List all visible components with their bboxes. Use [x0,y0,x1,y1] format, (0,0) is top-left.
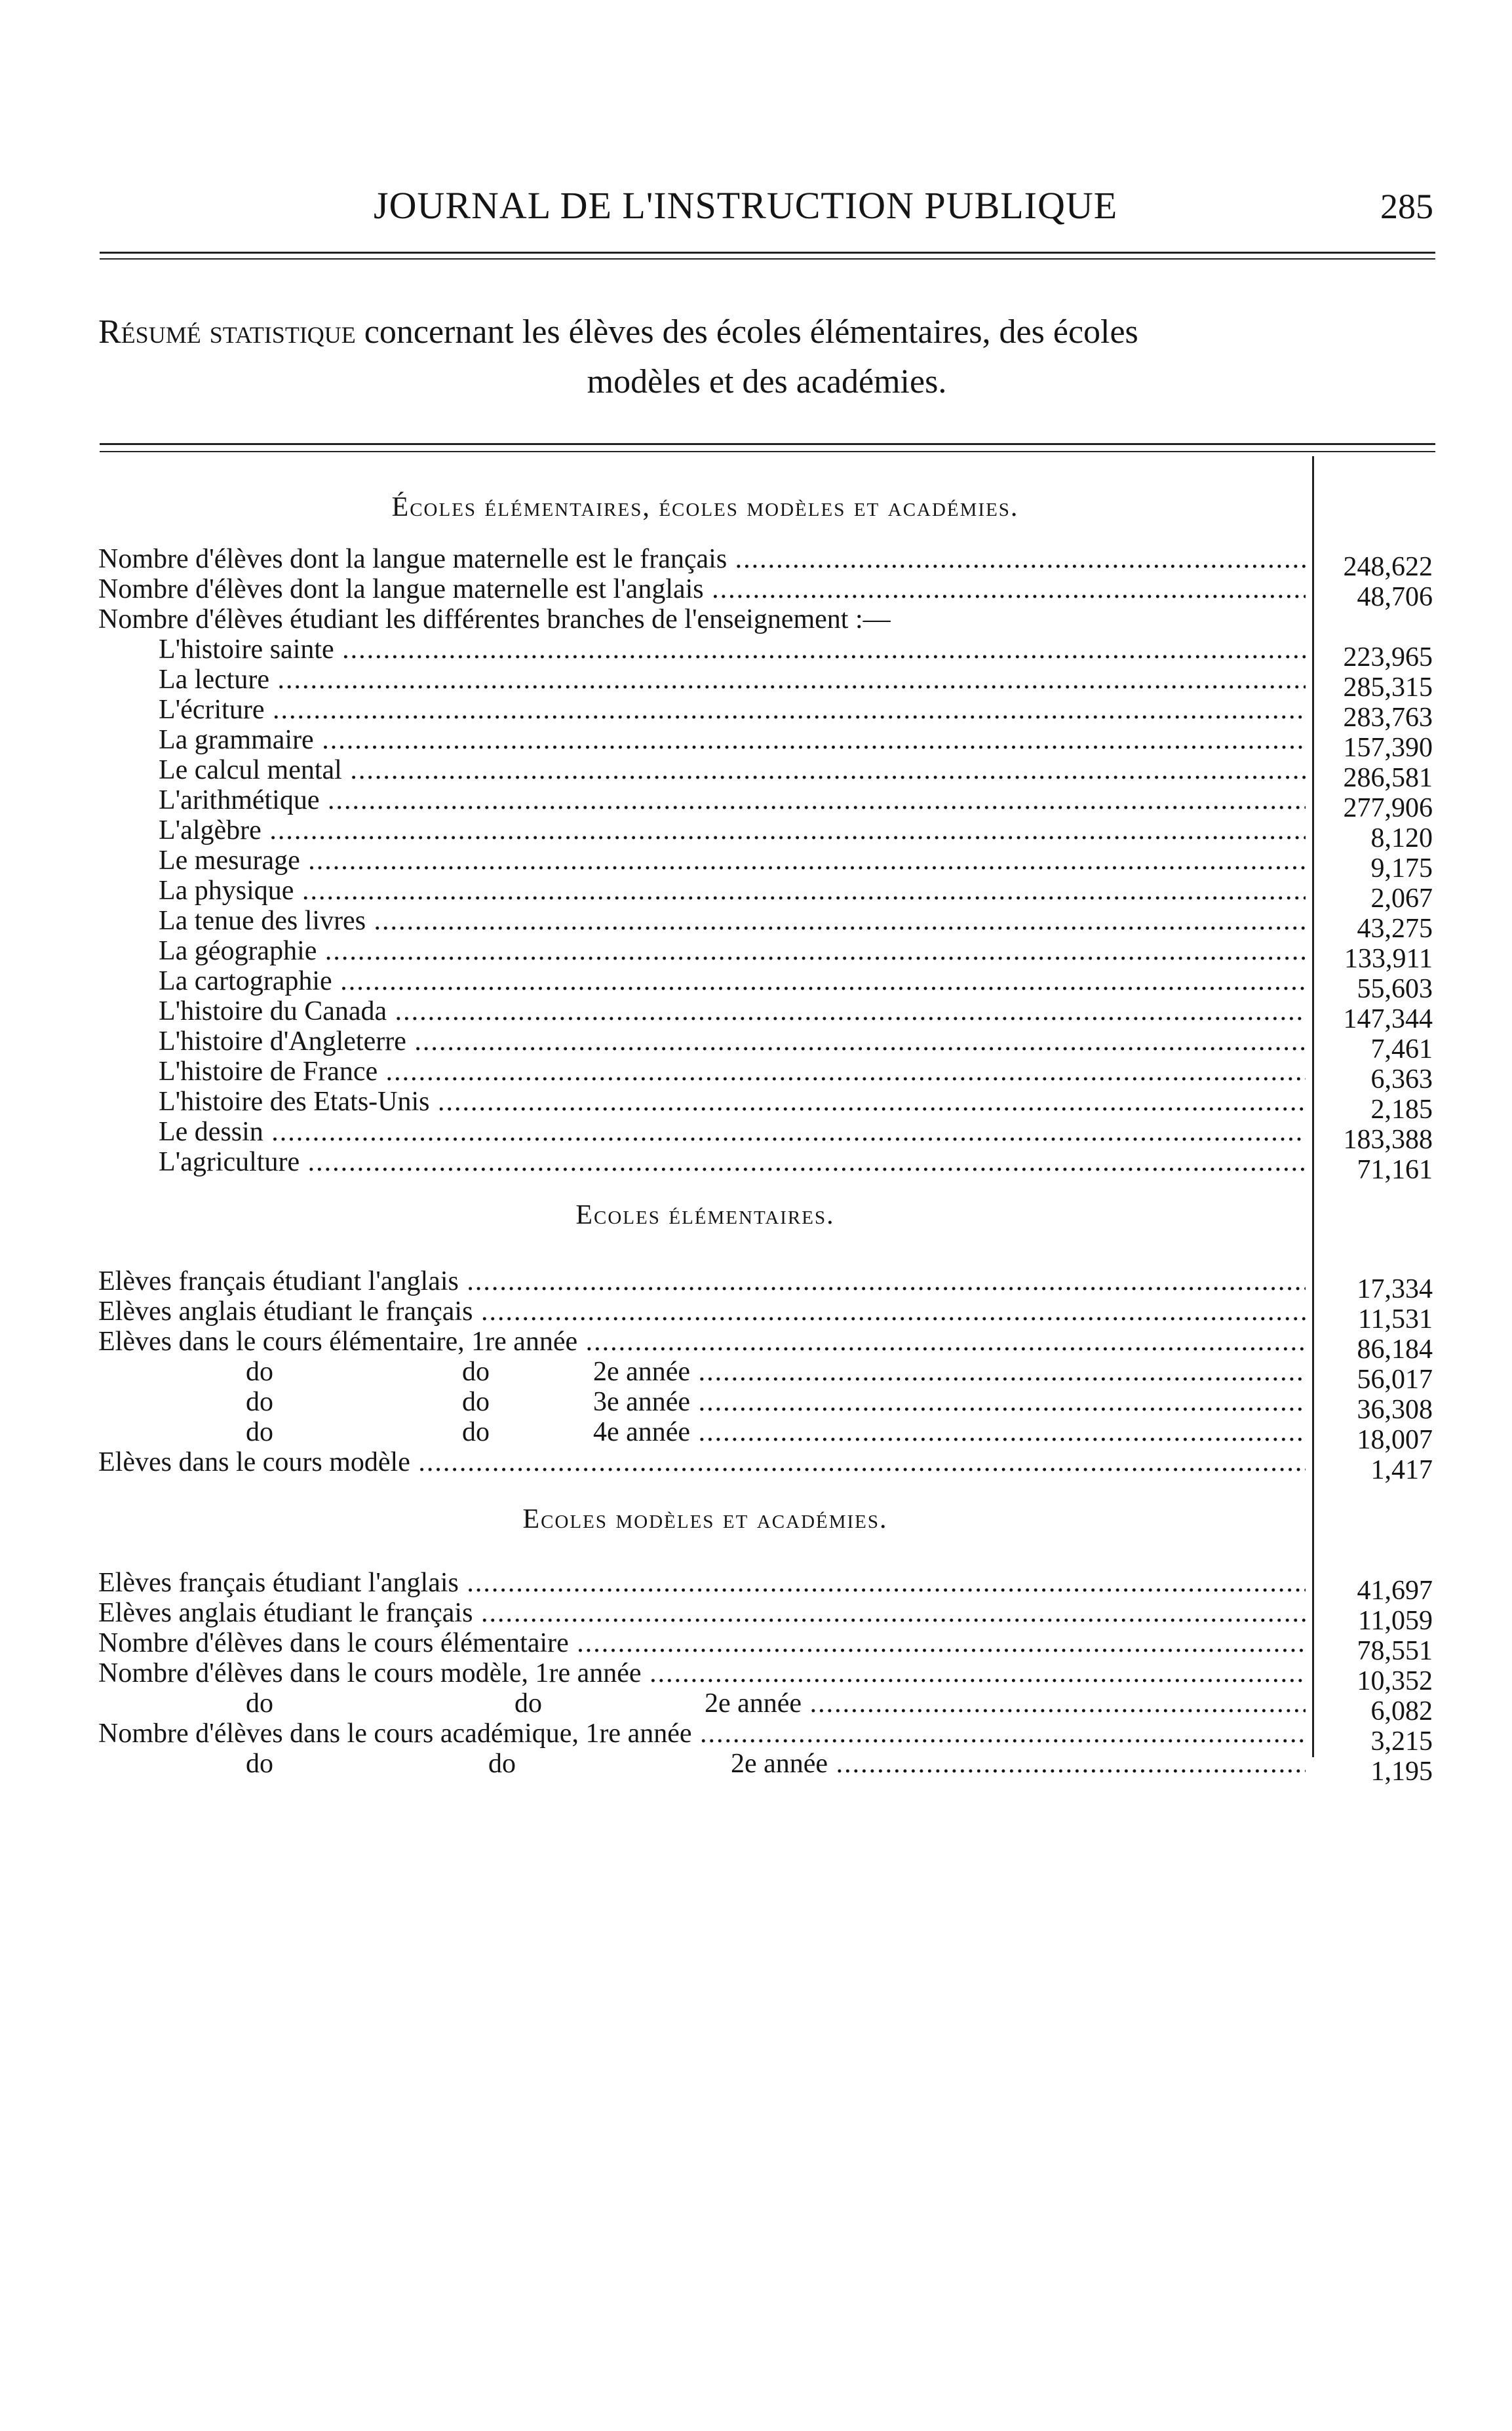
year-label: 3e année [593,1387,691,1417]
running-head [98,184,1433,229]
subject-value: 71,161 [1357,1155,1433,1185]
header-rule [100,252,1435,254]
row-value: 248,622 [1343,552,1433,582]
ditto-label [246,1357,1306,1387]
subject-row [98,1026,1435,1064]
table-row [98,1568,1435,1606]
subject-label: La cartographie ..... [159,966,1306,996]
row-value: 36,308 [1357,1395,1433,1425]
ditto-label [246,1387,1306,1417]
heading-lead: Résumé statistique [98,313,356,351]
section-title-general: Écoles élémentaires, écoles modèles et académies. [391,492,1019,522]
subject-value: 283,763 [1343,703,1433,733]
year-label: 4e année [593,1417,691,1447]
subject-label: L'écriture ..... [159,695,1306,725]
subject-row [98,846,1435,884]
table-top-rule [100,443,1435,445]
row-value: 1,417 [1370,1455,1433,1485]
document-heading [98,308,1435,406]
subject-value: 277,906 [1343,793,1433,823]
subject-label: La tenue des livres ..... [159,906,1306,936]
subject-row [98,755,1435,793]
page-number: 285 [1380,187,1433,226]
row-value: 48,706 [1357,582,1433,612]
subject-value: 147,344 [1343,1004,1433,1034]
subject-value: 6,363 [1370,1064,1433,1095]
table-row [98,1598,1435,1636]
year-label: 2e année [731,1749,828,1779]
row-value: 86,184 [1357,1334,1433,1365]
ditto-row [98,1357,1435,1395]
table-row [98,1628,1435,1666]
ditto-label [246,1749,1306,1779]
header-rule-thin [100,258,1435,260]
subject-value: 55,603 [1357,974,1433,1004]
ditto-row [98,1387,1435,1425]
ditto-label [246,1417,1306,1447]
ditto-row [98,1749,1435,1787]
year-label: 2e année [593,1357,691,1387]
table-row [98,1719,1435,1757]
subject-label: Le calcul mental ..... [159,755,1306,785]
row-value: 18,007 [1357,1425,1433,1455]
row-label: Elèves dans le cours élémentaire, 1re année ..... [98,1327,1306,1357]
subject-label: L'algèbre ..... [159,815,1306,846]
ditto-mark: do [488,1749,516,1779]
subject-row [98,785,1435,823]
subject-value: 285,315 [1343,672,1433,703]
subject-label: La géographie ..... [159,936,1306,966]
subject-label: L'histoire d'Angleterre ..... [159,1026,1306,1057]
ditto-mark: do [246,1688,273,1719]
row-value: 17,334 [1357,1274,1433,1304]
subject-row [98,1117,1435,1155]
row-label: Nombre d'élèves dont la langue maternelle est le français ..... [98,544,1306,574]
subject-row [98,695,1435,733]
subject-row [98,1087,1435,1125]
table-row [98,1266,1435,1304]
subject-row [98,815,1435,853]
row-value: 41,697 [1357,1576,1433,1606]
subject-row [98,1057,1435,1095]
subject-label: La grammaire ..... [159,725,1306,755]
subject-row [98,725,1435,763]
ditto-mark: do [246,1387,273,1417]
section-title-elementary: Ecoles élémentaires. [575,1200,835,1230]
row-label: Nombre d'élèves dont la langue maternelle est l'anglais ..... [98,574,1306,604]
subject-value: 183,388 [1343,1125,1433,1155]
row-value: 78,551 [1357,1636,1433,1666]
row-value: 3,215 [1370,1726,1433,1757]
heading-line1: concernant les élèves des écoles élémentaires, des écoles [364,313,1138,351]
row-value: 1,195 [1370,1757,1433,1787]
ditto-label [246,1688,1306,1719]
row-label: Elèves français étudiant l'anglais ..... [98,1568,1306,1598]
subject-row [98,906,1435,944]
subject-value: 7,461 [1370,1034,1433,1064]
subject-label: L'histoire du Canada ..... [159,996,1306,1026]
subject-row [98,634,1435,672]
subject-label: Le dessin ..... [159,1117,1306,1147]
table-row [98,574,1435,612]
table-row [98,1296,1435,1334]
subject-value: 9,175 [1370,853,1433,884]
subject-value: 223,965 [1343,642,1433,672]
subject-value: 133,911 [1344,944,1433,974]
subject-label: L'histoire de France ..... [159,1057,1306,1087]
ditto-row [98,1688,1435,1726]
row-value: 11,531 [1358,1304,1433,1334]
subject-value: 286,581 [1343,763,1433,793]
subject-label: La physique ..... [159,876,1306,906]
subject-value: 157,390 [1343,733,1433,763]
table-row [98,544,1435,582]
subject-value: 2,067 [1370,884,1433,914]
year-label: 2e année [705,1688,802,1719]
subject-label: L'histoire des Etats-Unis ..... [159,1087,1306,1117]
ditto-mark: do [462,1387,490,1417]
subject-row [98,966,1435,1004]
subject-label: L'agriculture ..... [159,1147,1306,1177]
row-label: Nombre d'élèves étudiant les différentes branches de l'enseignement :— [98,604,891,634]
row-label: Elèves dans le cours modèle ..... [98,1447,1306,1477]
table-row [98,1327,1435,1365]
heading-line2: modèles et des académies. [587,363,947,400]
row-label: Nombre d'élèves dans le cours académique, 1re année ..... [98,1719,1306,1749]
subject-row [98,665,1435,703]
table-top-rule-thin [100,451,1435,452]
subject-row [98,876,1435,914]
row-value: 10,352 [1357,1666,1433,1696]
ditto-mark: do [462,1357,490,1387]
row-label: Elèves anglais étudiant le français ..... [98,1598,1306,1628]
ditto-mark: do [246,1357,273,1387]
ditto-mark: do [246,1417,273,1447]
subject-value: 43,275 [1357,914,1433,944]
row-label: Elèves anglais étudiant le français ..... [98,1296,1306,1327]
ditto-mark: do [246,1749,273,1779]
row-label: Nombre d'élèves dans le cours modèle, 1re année ..... [98,1658,1306,1688]
subject-value: 2,185 [1370,1095,1433,1125]
subject-label: La lecture ..... [159,665,1306,695]
table-row [98,1447,1435,1485]
ditto-row [98,1417,1435,1455]
subject-label: L'histoire sainte ..... [159,634,1306,665]
row-value: 56,017 [1357,1365,1433,1395]
section-title-model: Ecoles modèles et académies. [522,1504,888,1534]
journal-title: JOURNAL DE L'INSTRUCTION PUBLIQUE [374,184,1118,227]
subject-label: L'arithmétique ..... [159,785,1306,815]
row-label: Elèves français étudiant l'anglais ..... [98,1266,1306,1296]
subject-row [98,996,1435,1034]
ditto-mark: do [462,1417,490,1447]
row-label: Nombre d'élèves dans le cours élémentaire ..... [98,1628,1306,1658]
row-value: 11,059 [1358,1606,1433,1636]
subject-value: 8,120 [1370,823,1433,853]
ditto-mark: do [514,1688,542,1719]
table-row [98,1658,1435,1696]
row-value: 6,082 [1370,1696,1433,1726]
subject-label: Le mesurage ..... [159,846,1306,876]
table-row [98,604,1435,634]
subject-row [98,936,1435,974]
subject-row [98,1147,1435,1185]
